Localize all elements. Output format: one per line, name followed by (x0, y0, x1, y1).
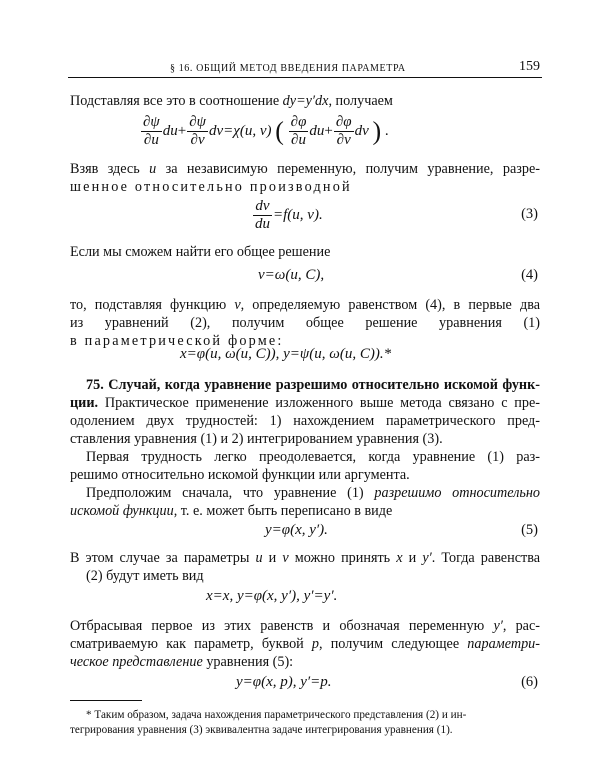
inline-variable: u (255, 550, 263, 566)
text-span: , получаем (328, 93, 393, 109)
formula-3 (252, 198, 323, 233)
text-span: Подставляя все это в соотношение (70, 93, 283, 109)
section-75-line-2: одолением двух трудностей: 1) нахождением параметрического пред- (70, 413, 540, 429)
text-line-6: из уравнений (2), получим общее решение уравнения (1) (70, 315, 540, 331)
equation-number-5: (5) (521, 522, 538, 538)
fraction-dphi-dv (334, 114, 354, 149)
formula-operator: + (177, 122, 187, 139)
left-paren: ( (275, 116, 284, 146)
section-75-heading: 75. Случай, когда уравнение разрешимо относительно искомой функ- (86, 377, 540, 393)
formula-term: du (309, 122, 325, 139)
emphasis: параметри- (467, 636, 540, 652)
formula-term: dv (208, 122, 224, 139)
equation-number-6: (6) (521, 674, 538, 690)
numerator: ∂φ (335, 114, 352, 130)
section-75-line-9: (2) будут иметь вид (86, 568, 204, 584)
footnote-rule (70, 700, 142, 701)
text-span: и (262, 550, 283, 566)
inline-variable: v (282, 550, 289, 566)
text-span: можно принять (288, 550, 397, 566)
text-line-7: в параметрической форме: (70, 333, 284, 349)
fraction-dv-du (253, 198, 272, 233)
section-75-line-3: ставления уравнения (1) и 2) интегрированием уравнения (3). (70, 431, 443, 447)
formula-operator: + (324, 122, 333, 139)
equation-number-3: (3) (521, 206, 538, 222)
right-paren: ) (372, 116, 382, 146)
text-span: , получим следующее (319, 636, 468, 652)
fraction-dpsi-du (141, 114, 162, 149)
inline-variable: p (311, 636, 320, 652)
text-span: В этом случае за параметры (70, 550, 256, 566)
formula-total-differential (140, 114, 389, 149)
formula-term: du (162, 122, 178, 139)
text-span: , определяемую равенством (4), в первые два (240, 297, 540, 313)
denominator: ∂v (336, 132, 351, 148)
text-span: , рас- (502, 618, 540, 634)
section-75-line-5: решимо относительно искомой функции или аргумента. (70, 467, 410, 483)
text-span: Практическое применение изложенного выше метода связано с пре- (98, 395, 540, 411)
header-rule (68, 77, 542, 78)
emphasis: ческое представление (70, 654, 203, 670)
formula-4: v=ω(u, C), (258, 267, 325, 283)
text-span: за независимую переменную, получим уравнение, разре- (156, 161, 540, 177)
denominator: ∂v (190, 132, 205, 148)
formula-5: y=φ(x, y′). (265, 522, 328, 538)
text-line-2 (70, 160, 540, 178)
emphasis: искомой функции (70, 503, 174, 519)
inline-variable: y′ (422, 550, 432, 566)
denominator: ∂u (143, 132, 159, 148)
text-span: Предположим сначала, что уравнение (1) (86, 485, 375, 501)
section-75-line-12 (70, 653, 540, 671)
section-75-line-11 (70, 635, 540, 653)
formula-term: dv (354, 122, 369, 139)
formula-term: =χ(u, v) (223, 122, 272, 139)
formula-parameter-substitution: x=x, y=φ(x, y′), y′=y′. (206, 588, 338, 604)
fraction-dpsi-dv (187, 114, 208, 149)
text-line-5 (70, 296, 540, 314)
text-span: уравнения (5): (202, 654, 294, 670)
formula-6: y=φ(x, p), y′=p. (236, 674, 332, 690)
inline-variable: x (396, 550, 403, 566)
inline-variable: u (149, 161, 157, 177)
text-line-4: Если мы сможем найти его общее решение (70, 244, 331, 260)
denominator: du (255, 216, 270, 232)
numerator: ∂ψ (143, 114, 160, 130)
section-75-line-10 (70, 617, 540, 635)
text-span: Отбрасывая первое из этих равенств и обозначая переменную (70, 618, 494, 634)
emphasis: разрешимо относительно (374, 485, 540, 501)
section-75-line-4: Первая трудность легко преодолевается, когда уравнение (1) раз- (86, 449, 540, 465)
numerator: ∂ψ (189, 114, 206, 130)
text-span: и (402, 550, 423, 566)
section-75-line-8 (70, 549, 540, 567)
text-span: , т. е. может быть переписано в виде (173, 503, 393, 519)
inline-variable: y′ (493, 618, 503, 634)
section-75-line-6 (70, 484, 540, 502)
text-line-1 (70, 92, 540, 110)
inline-formula: dy=y′dx (282, 93, 329, 109)
formula-parametric-solution: x=φ(u, ω(u, C)), y=ψ(u, ω(u, C)).* (180, 346, 392, 362)
page-number: 159 (519, 59, 540, 74)
footnote-line-1: * Таким образом, задача нахождения параметрического представления (2) и ин- (86, 709, 467, 721)
text-line-3: шенное относительно производной (70, 179, 352, 195)
section-75-line-7 (70, 502, 540, 520)
text-span: то, подставляя функцию (70, 297, 235, 313)
text-span: сматриваемую как параметр, буквой (70, 636, 312, 652)
equation-number-4: (4) (521, 267, 538, 283)
heading-continuation: ции. (70, 395, 99, 411)
fraction-dphi-du (289, 114, 309, 149)
inline-variable: v (234, 297, 241, 313)
numerator: ∂φ (290, 114, 307, 130)
section-75-line-1 (70, 394, 540, 412)
footnote-line-2: тегрирования уравнения (3) эквивалентна задаче интегрирования уравнения (1). (70, 724, 453, 736)
formula-end: . (384, 122, 389, 139)
denominator: ∂u (291, 132, 306, 148)
text-span: . Тогда равенства (431, 550, 541, 566)
header-title: § 16. ОБЩИЙ МЕТОД ВВЕДЕНИЯ ПАРАМЕТРА (170, 63, 406, 74)
formula-rhs: =f(u, v). (273, 206, 323, 223)
numerator: dv (253, 198, 272, 216)
text-span: Взяв здесь (70, 161, 150, 177)
running-head (70, 60, 540, 76)
